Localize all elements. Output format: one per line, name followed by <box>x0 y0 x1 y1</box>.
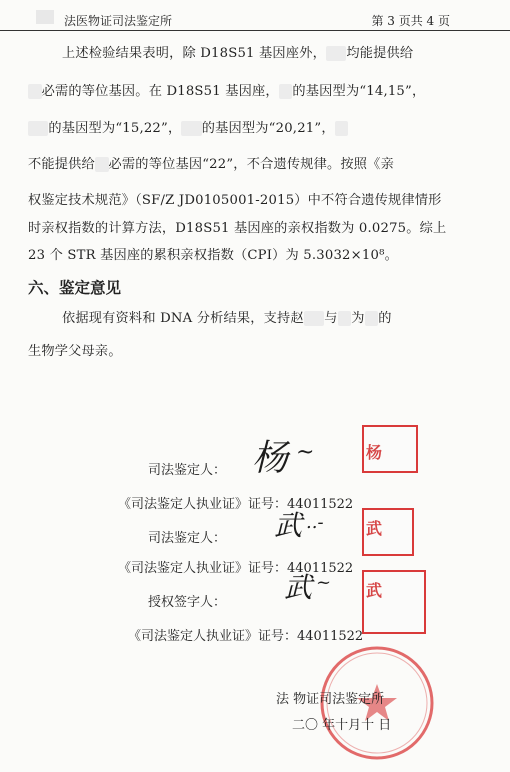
signature-handwriting-stroke: ..- <box>306 512 324 533</box>
license-number: 《司法鉴定人执业证》证号：44011522 <box>128 629 364 644</box>
examiner-label-2: 司法鉴定人： <box>148 531 227 546</box>
signature-handwriting-stroke: ~ <box>296 440 315 465</box>
seal-character: 武 <box>366 581 383 600</box>
page-header <box>0 0 510 31</box>
license-number: 《司法鉴定人执业证》证号：44011522 <box>118 497 354 512</box>
institute-name: 法 物证司法鉴定所 <box>276 692 385 707</box>
seal-character: 杨 <box>366 443 383 462</box>
issue-date: 二〇 年十月十 日 <box>292 718 392 733</box>
paragraph-line: 必需的等位基因。在 D18S51 基因座， 的基因型为“14,15”， <box>28 80 425 99</box>
header-page-number: 第 3 页共 4 页 <box>371 14 450 28</box>
signature-handwriting: 杨 <box>252 438 289 479</box>
header-organization: 法医物证司法鉴定所 <box>64 14 173 28</box>
signature-handwriting: 武 <box>274 509 303 542</box>
redacted-block <box>36 10 54 24</box>
signature-handwriting-stroke: ~ <box>316 572 332 593</box>
authorizer-label: 授权签字人： <box>148 595 227 610</box>
paragraph-line: 23 个 STR 基因座的累积亲权指数（CPI）为 5.3032×10⁸。 <box>28 248 398 263</box>
paragraph-line: 不能提供给 必需的等位基因“22”，不合遗传规律。按照《亲 <box>28 157 394 172</box>
paragraph-line: 权鉴定技术规范》（SF/Z JD0105001-2015）中不符合遗传规律情形 <box>28 193 442 208</box>
paragraph-line: 时亲权指数的计算方法，D18S51 基因座的亲权指数为 0.0275。综上 <box>28 221 447 236</box>
opinion-line: 依据现有资料和 DNA 分析结果，支持赵 与 为 的 <box>62 311 392 326</box>
paragraph-line: 上述检验结果表明，除 D18S51 基因座外， 均能提供给 <box>62 46 414 61</box>
opinion-line: 生物学父母亲。 <box>28 344 122 359</box>
license-number: 《司法鉴定人执业证》证号：44011522 <box>118 561 354 576</box>
signature-handwriting: 武 <box>284 571 313 604</box>
paragraph-line: 的基因型为“15,22”， 的基因型为“20,21”， <box>28 117 348 136</box>
section-title: 六、鉴定意见 <box>28 279 122 297</box>
seal-character: 武 <box>366 519 383 538</box>
examiner-label-1: 司法鉴定人： <box>148 463 227 478</box>
